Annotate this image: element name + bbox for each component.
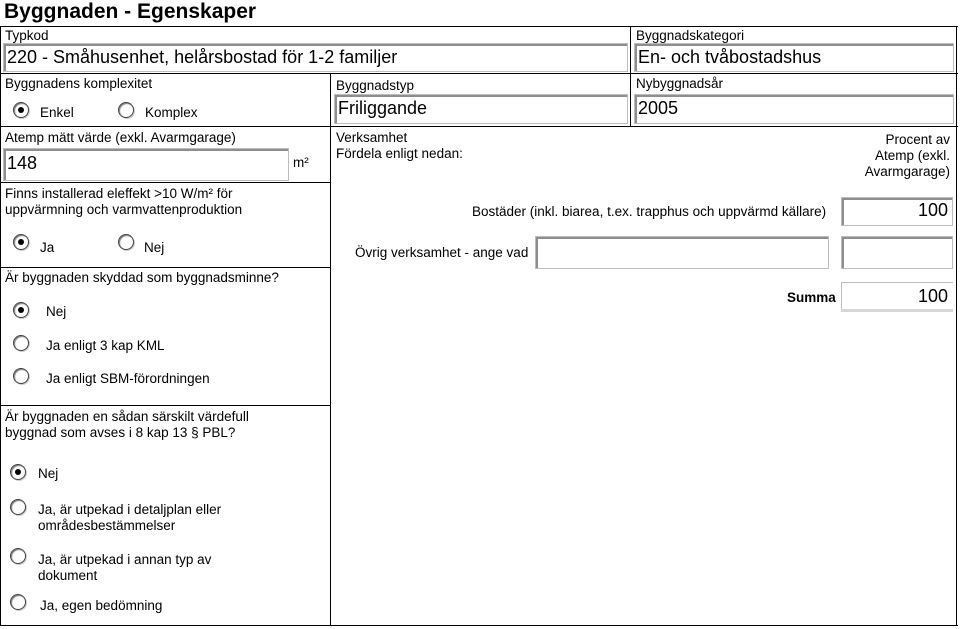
- bostader-label: Bostäder (inkl. biarea, t.ex. trapphus och uppvärmd källare): [472, 204, 827, 219]
- summa-field-shadow: [841, 309, 953, 312]
- radio-komplexitet-komplex[interactable]: [118, 102, 134, 118]
- byggnadstyp-value: Friliggande: [338, 98, 428, 118]
- typkod-label: Typkod: [5, 28, 49, 43]
- frame-line-byggnadsminne: [0, 405, 331, 406]
- vardefull-detaljplan-label-1: Ja, är utpekad i detaljplan eller: [38, 502, 222, 517]
- atemp-value: 148: [7, 153, 38, 173]
- frame-divider-left-col: [330, 73, 331, 625]
- kategori-label: Byggnadskategori: [636, 28, 745, 43]
- verksamhet-label: Verksamhet: [336, 130, 408, 145]
- frame-line-top: [0, 26, 958, 27]
- byggnadsminne-sbm-label: Ja enligt SBM-förordningen: [46, 371, 210, 386]
- nybyggnadsar-value: 2005: [638, 98, 679, 118]
- radio-byggnadsminne-kml[interactable]: [13, 335, 29, 351]
- vardefull-nej-label: Nej: [38, 466, 59, 481]
- vardefull-annan-label-1: Ja, är utpekad i annan typ av: [38, 552, 212, 567]
- percent-header-1: Procent av: [885, 132, 950, 147]
- radio-komplexitet-enkel[interactable]: [13, 102, 29, 118]
- nybyggnadsar-field[interactable]: [634, 94, 954, 124]
- summa-value: 100: [917, 286, 948, 306]
- frame-line-bottom: [0, 625, 958, 626]
- percent-header-2: Atemp (exkl.: [874, 148, 950, 163]
- frame-line-atemp: [0, 182, 331, 183]
- komplexitet-label: Byggnadens komplexitet: [5, 76, 153, 91]
- page-title: Byggnaden - Egenskaper: [4, 0, 257, 23]
- radio-eleffekt-nej[interactable]: [118, 234, 134, 250]
- frame-line-right: [956, 26, 957, 626]
- byggnadsminne-kml-label: Ja enligt 3 kap KML: [46, 338, 165, 353]
- eleffekt-nej-label: Nej: [144, 240, 165, 255]
- ovrig-text-field[interactable]: [535, 236, 829, 269]
- summa-label: Summa: [787, 290, 836, 305]
- eleffekt-ja-label: Ja: [40, 240, 55, 255]
- frame-line-left: [0, 26, 1, 626]
- radio-vardefull-egen[interactable]: [10, 594, 26, 610]
- frame-line-row3: [0, 126, 958, 127]
- eleffekt-line1: Finns installerad eleffekt >10 W/m² för: [5, 186, 233, 201]
- radio-vardefull-nej[interactable]: [10, 464, 26, 480]
- frame-line-row2: [0, 73, 958, 74]
- komplexitet-komplex-label: Komplex: [145, 105, 198, 120]
- vardefull-annan-label-2: dokument: [38, 568, 98, 583]
- ovrig-percent-field[interactable]: [841, 236, 953, 269]
- byggnadsminne-nej-label: Nej: [46, 304, 67, 319]
- vardefull-detaljplan-label-2: områdesbestämmelser: [38, 518, 176, 533]
- radio-byggnadsminne-sbm[interactable]: [13, 368, 29, 384]
- percent-header-3: Avarmgarage): [864, 164, 950, 179]
- radio-byggnadsminne-nej[interactable]: [13, 302, 29, 318]
- radio-vardefull-detaljplan[interactable]: [10, 499, 26, 515]
- vardefull-egen-label: Ja, egen bedömning: [40, 598, 163, 613]
- atemp-label: Atemp mätt värde (exkl. Avarmgarage): [5, 130, 236, 145]
- byggnadstyp-label: Byggnadstyp: [336, 78, 415, 93]
- atemp-unit: m²: [293, 155, 309, 170]
- nybyggnadsar-label: Nybyggnadsår: [636, 76, 724, 91]
- verksamhet-sub: Fördela enligt nedan:: [336, 146, 463, 161]
- kategori-value: En- och tvåbostadshus: [638, 47, 822, 67]
- byggnadsminne-label: Är byggnaden skyddad som byggnadsminne?: [5, 270, 279, 285]
- eleffekt-line2: uppvärmning och varmvattenproduktion: [5, 202, 243, 217]
- komplexitet-enkel-label: Enkel: [40, 105, 74, 120]
- radio-eleffekt-ja[interactable]: [13, 234, 29, 250]
- vardefull-line1: Är byggnaden en sådan särskilt värdefull: [5, 409, 249, 424]
- atemp-field[interactable]: [3, 148, 289, 181]
- frame-line-eleffekt: [0, 267, 331, 268]
- radio-vardefull-annan[interactable]: [10, 548, 26, 564]
- ovrig-label: Övrig verksamhet - ange vad: [355, 245, 529, 260]
- typkod-value: 220 - Småhusenhet, helårsbostad för 1-2 familjer: [7, 47, 398, 67]
- frame-divider-typkod: [630, 26, 631, 126]
- vardefull-line2: byggnad som avses i 8 kap 13 § PBL?: [5, 425, 236, 440]
- bostader-percent-value: 100: [917, 200, 948, 220]
